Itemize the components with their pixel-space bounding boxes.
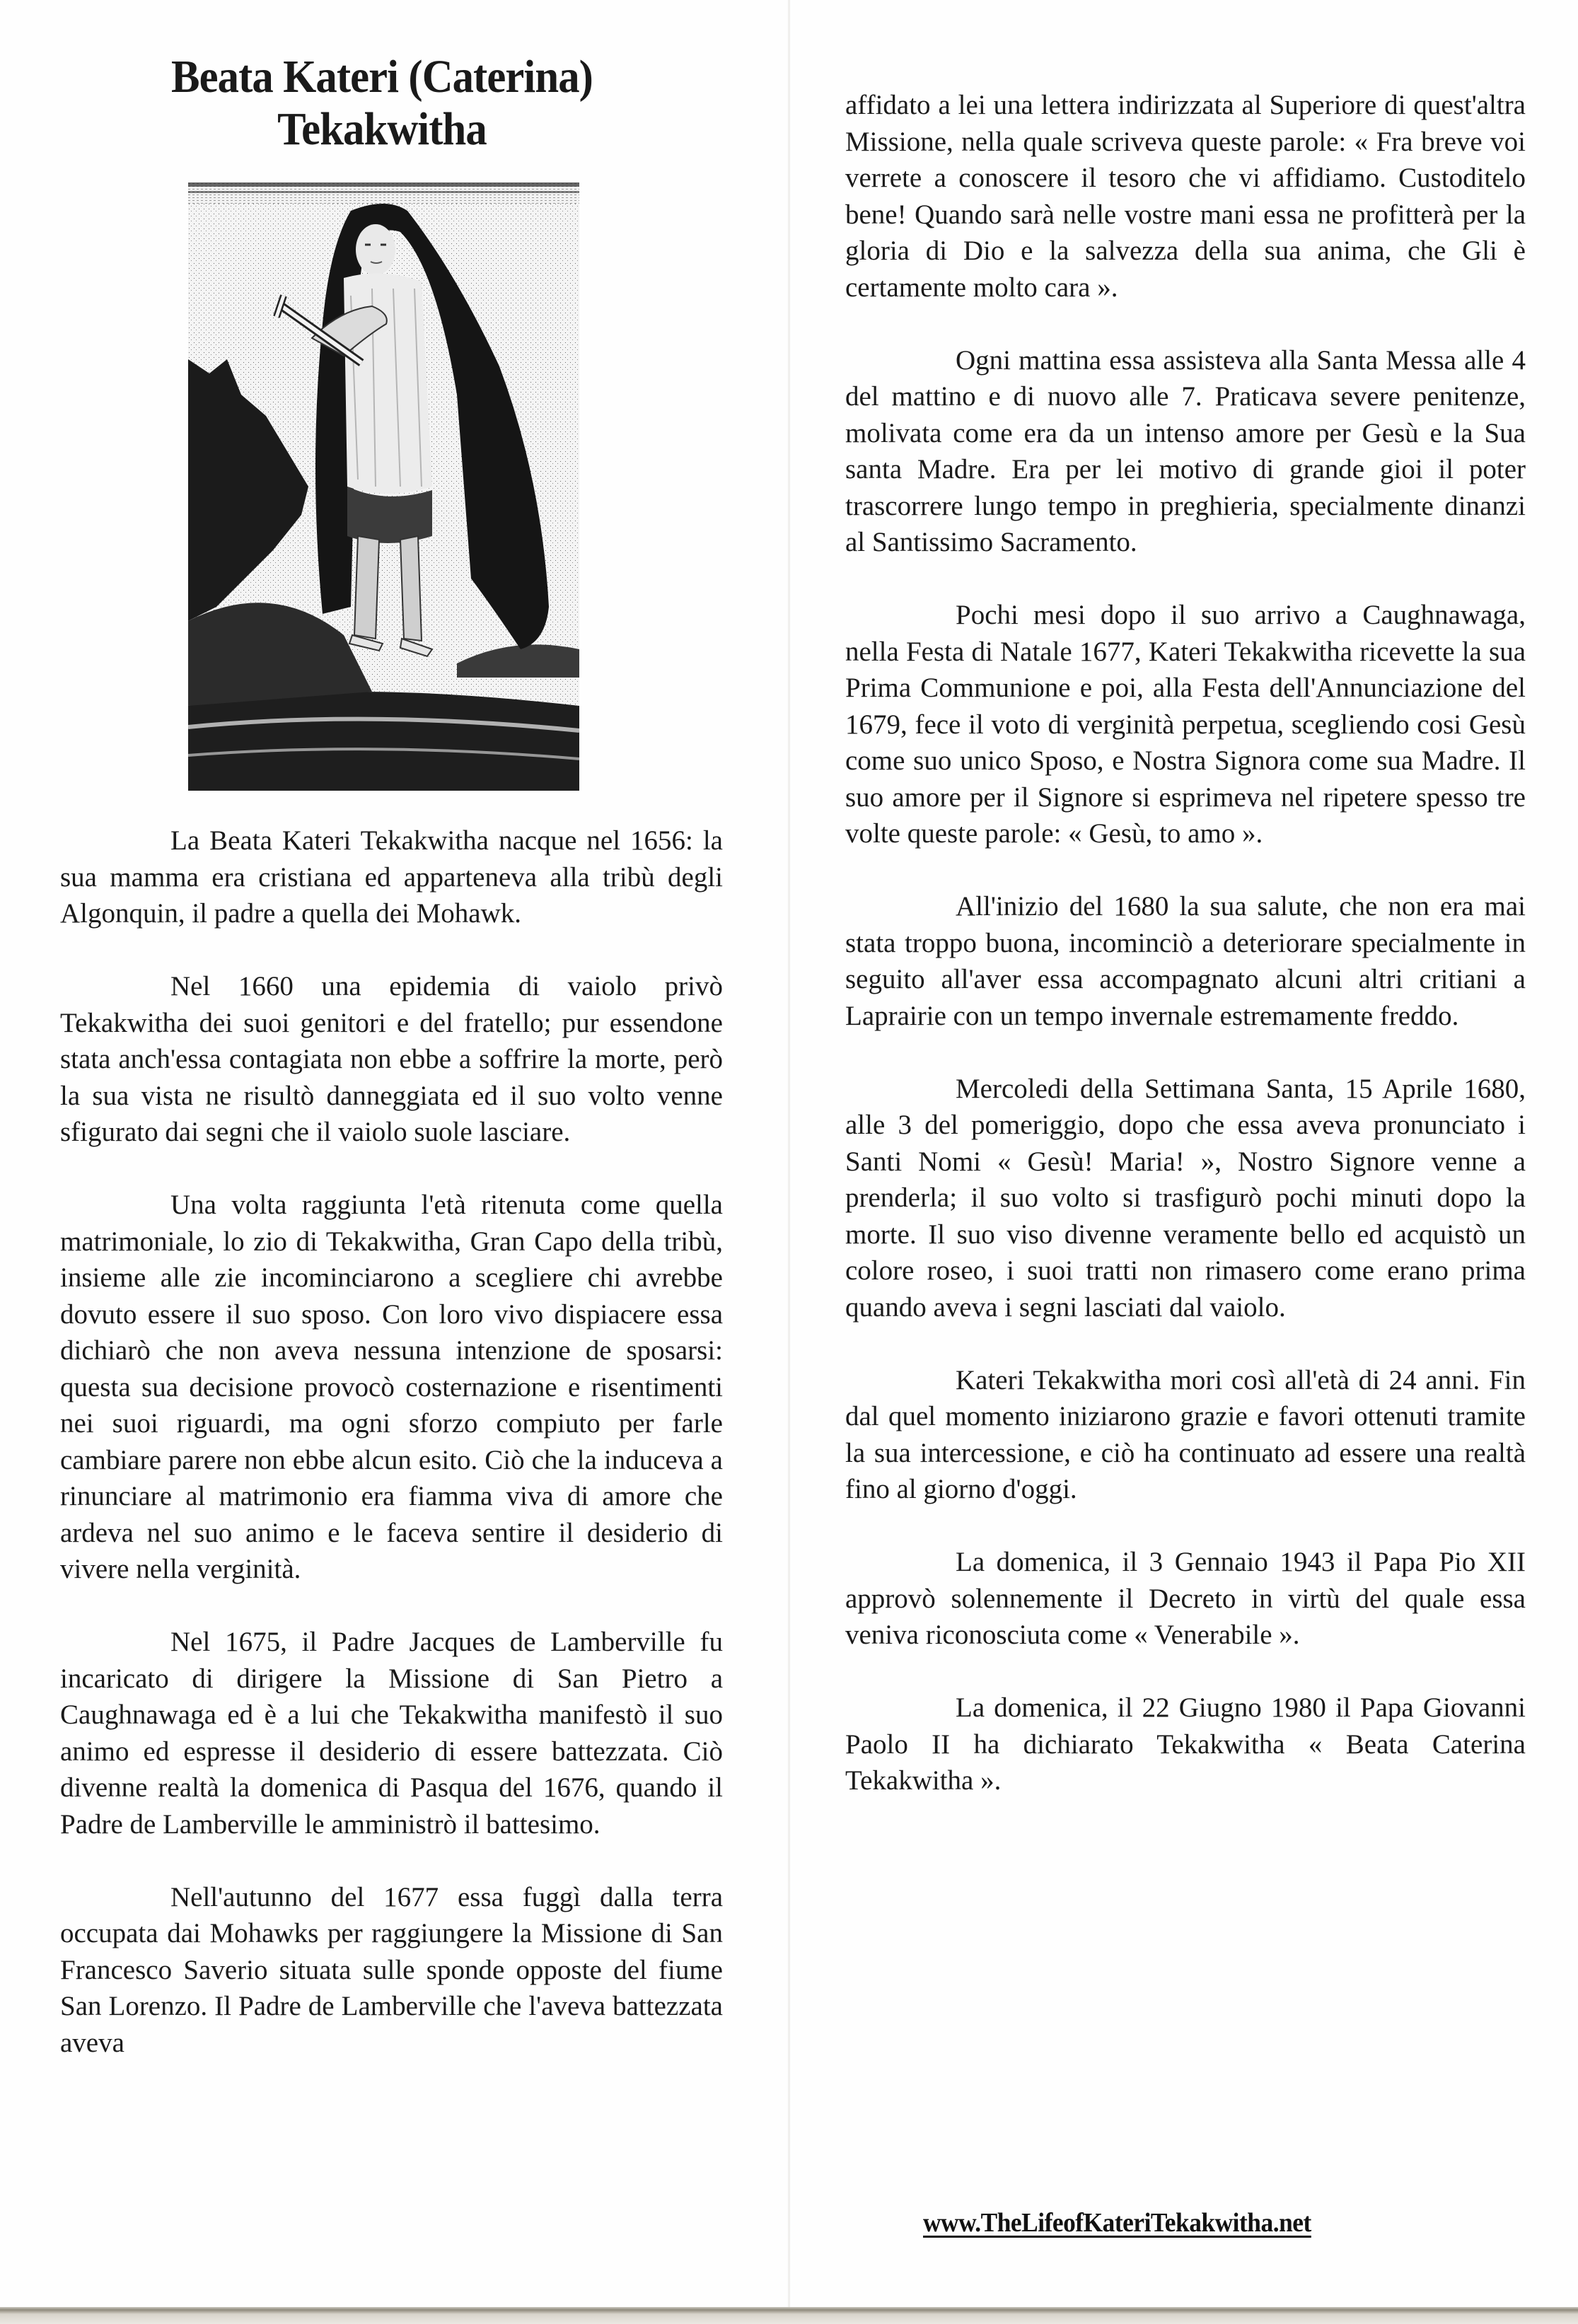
paragraph-baptism: Nel 1675, il Padre Jacques de Lamberville fu incaricato di dirigere la Missione di San Pietro a Caughnawaga ed è a lui che Tekakwitha manifestò il suo animo ed espresse il desiderio di essere battezzata. Ciò divenne realtà la domenica di Pasqua del 1676, quando il Padre de Lamberville le amministrò il battesimo. (60, 1627, 723, 1840)
page-bottom-edge (0, 2307, 1578, 2324)
paragraph-marriage-refusal: Una volta raggiunta l'età ritenuta come quella matrimoniale, lo zio di Tekakwitha, Gran Capo della tribù, insieme alle zie incominciarono a scegliere chi avrebbe dovuto essere il suo sposo. Con loro vivo dispiacere essa dichiarò che non aveva nessuna intenzione de sposarsi: questa sua decisione provocò costernazione e risentimenti nei suoi riguardi, ma ogni sforzo compiuto per farle cambiare parere non ebbe alcun esito. Ciò che la induceva a rinunciare al matrimonio era fiamma viva di amore che ardeva nel suo animo e le faceva sentire il desiderio di vivere nella verginità. (60, 1190, 723, 1584)
paragraph-venerable: La domenica, il 3 Gennaio 1943 il Papa Pio XII approvò solennemente il Decreto in virtù del quale essa veniva riconosciuta come « Venerabile ». (845, 1547, 1526, 1650)
title-line-2: Tekakwitha (277, 103, 487, 155)
paragraph-first-communion: Pochi mesi dopo il suo arrivo a Caughnawaga, nella Festa di Natale 1677, Kateri Tekakwitha ricevette la sua Prima Communione e poi, alla Festa dell'Annunciazione del 1679, fece il voto di verginità perpetua, scegliendo cosi Gesù come suo unico Sposo, e Nostra Signora come sua Madre. Il suo amore per il Signore si esprimeva nel ripetere spesso tre volte queste parole: « Gesù, to amo ». (845, 600, 1526, 849)
title-line-1: Beata Kateri (Caterina) (171, 51, 593, 103)
paragraph-birth: La Beata Kateri Tekakwitha nacque nel 1656: la sua mamma era cristiana ed apparteneva alla tribù degli Algonquin, il padre a quella dei Mohawk. (60, 825, 723, 929)
page-fold-divider (788, 0, 790, 2310)
website-link[interactable]: www.TheLifeofKateriTekakwitha.net (923, 2208, 1311, 2238)
paragraph-smallpox: Nel 1660 una epidemia di vaiolo privò Tekakwitha dei suoi genitori e del fratello; pur essendone stata anch'essa contagiata non ebbe a soffrire la morte, però la sua vista ne risultò danneggiata ed il suo volto venne sfigurato dai segni che il vaiolo suole lasciare. (60, 971, 723, 1147)
paragraph-daily-mass: Ogni mattina essa assisteva alla Santa Messa alle 4 del mattino e di nuovo alle 7. Praticava severe penitenze, molivata come era da un intenso amore per Gesù e la Sua santa Madre. Era per lei motivo di grande gioi il poter trascorrere lungo tempo in preghieria, specialmente dinanzi al Santissimo Sacramento. (845, 344, 1526, 557)
left-column-text (60, 823, 723, 2098)
paragraph-flight: Nell'autunno del 1677 essa fuggì dalla terra occupata dai Mohawks per raggiungere la Missione di San Francesco Saverio situata sulle sponde opposte del fiume San Lorenzo. Il Padre de Lamberville che l'aveva battezzata aveva (60, 1881, 723, 2058)
paragraph-legacy: Kateri Tekakwitha mori così all'età di 24 anni. Fin dal quel momento iniziarono grazie e favori ottenuti tramite la sua intercessione, e ciò ha continuato ad essere una realtà fino al giorno d'oggi. (845, 1364, 1526, 1504)
paragraph-beatification: La domenica, il 22 Giugno 1980 il Papa Giovanni Paolo II ha dichiarato Tekakwitha « Beata Caterina Tekakwitha ». (845, 1692, 1526, 1796)
right-column-text (845, 87, 1526, 1835)
paragraph-letter: affidato a lei una lettera indirizzata al Superiore di quest'altra Missione, nella quale scriveva queste parole: « Fra breve voi verrete a conoscere il tesoro che vi affidiamo. Custoditelo bene! Quando sarà nelle vostre mani essa ne profitterà per la gloria di Dio e la salvezza della sua anima, che Gli è certamente molto cara ». (845, 90, 1526, 303)
engraving-image-icon (188, 182, 579, 791)
paragraph-illness: All'inizio del 1680 la sua salute, che non era mai stata troppo buona, incominciò a deteriorare specialmente in seguito all'aver essa accompagnato alcuni altri critiani a Laprairie con un tempo invernale estremamente freddo. (845, 891, 1526, 1031)
page-title (89, 51, 675, 156)
paragraph-death: Mercoledi della Settimana Santa, 15 Aprile 1680, alle 3 del pomeriggio, dopo che essa aveva pronunciato i Santi Nomi « Gesù! Maria! », Nostro Signore venne a prenderla; il suo volto si trasfigurò pochi minuti dopo la morte. Il suo viso divenne veramente bello ed acquistò un colore roseo, i suoi tratti non rimasero come erano prima quando aveva i segni lasciati dal vaiolo. (845, 1073, 1526, 1323)
portrait-illustration (188, 182, 579, 791)
